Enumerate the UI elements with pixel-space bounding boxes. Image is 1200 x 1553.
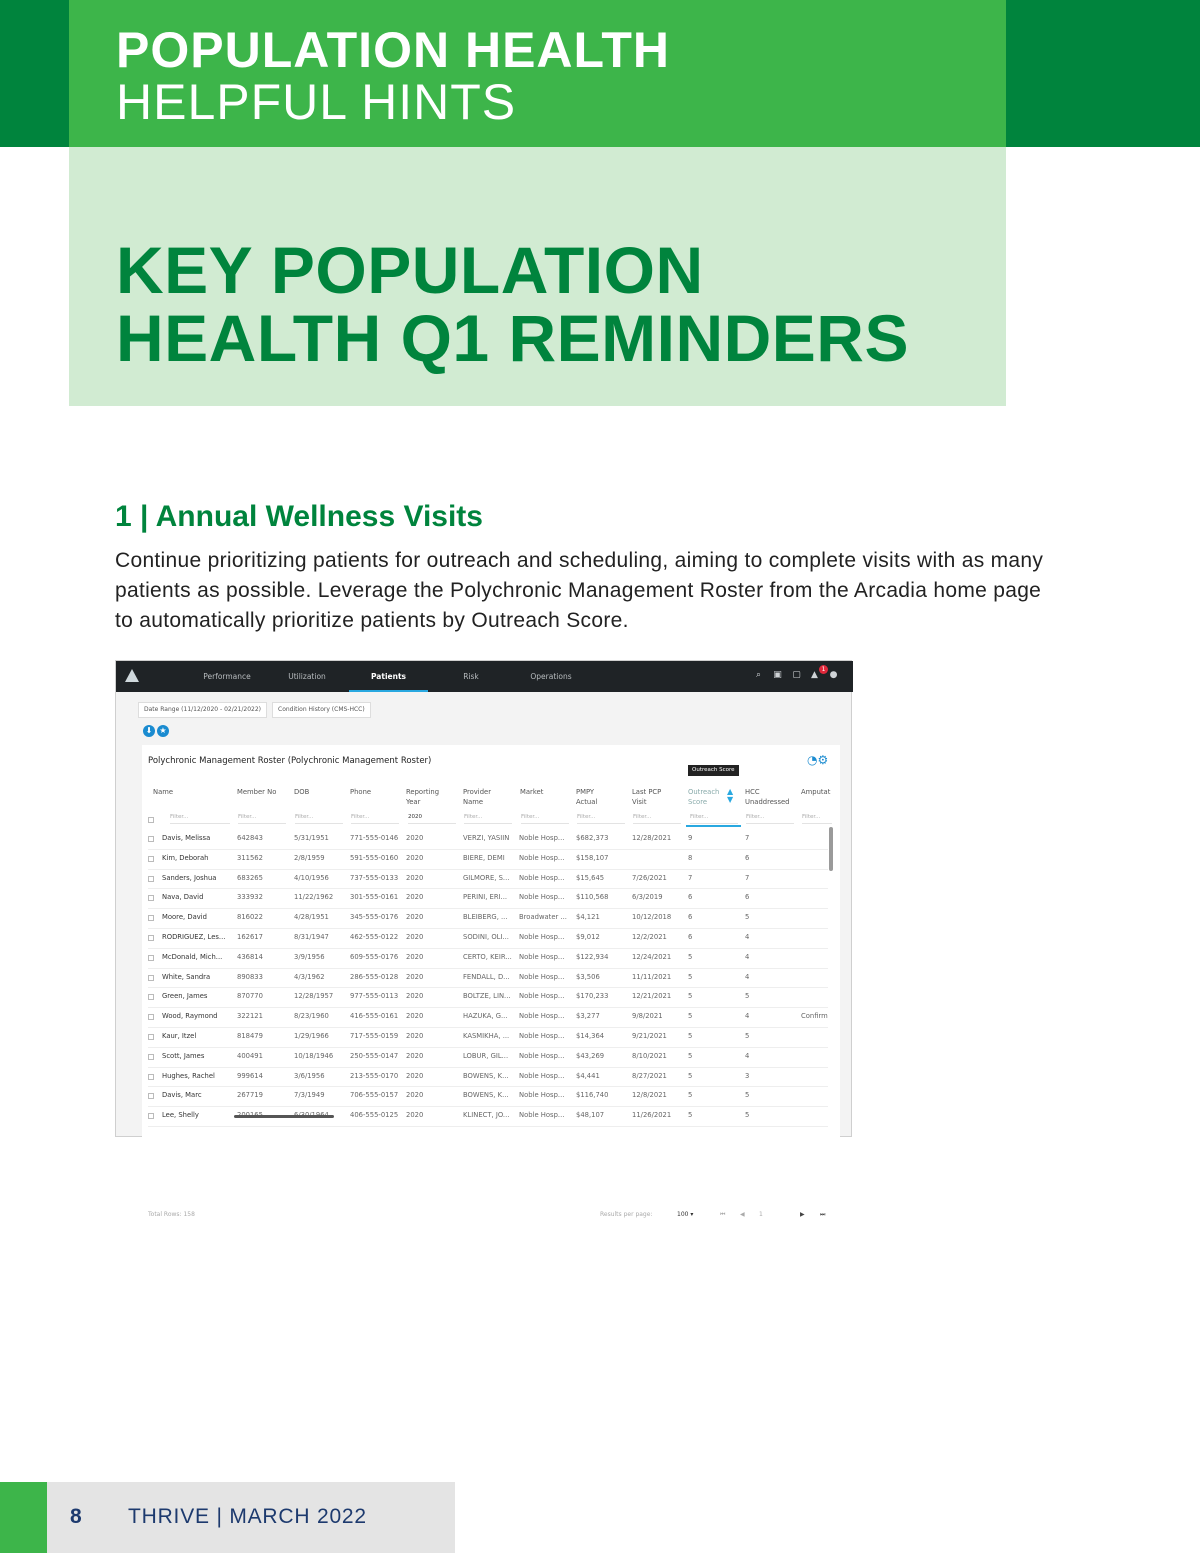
tab-utilization[interactable]: Utilization bbox=[288, 672, 326, 681]
table-cell: $4,441 bbox=[576, 1071, 600, 1080]
table-cell: Noble Hosp... bbox=[519, 1071, 565, 1080]
filter-member-no[interactable]: Filter... bbox=[238, 811, 286, 824]
table-cell: Noble Hosp... bbox=[519, 952, 565, 961]
table-cell: Noble Hosp... bbox=[519, 1032, 565, 1040]
table-cell: Noble Hosp... bbox=[519, 1111, 565, 1120]
table-cell: 8/10/2021 bbox=[632, 1051, 667, 1060]
search-icon[interactable]: ⌕ bbox=[755, 670, 762, 680]
table-cell: 4 bbox=[745, 952, 750, 961]
table-cell: 2020 bbox=[406, 913, 424, 922]
table-cell: 6 bbox=[688, 893, 693, 902]
table-cell: 706-555-0157 bbox=[350, 1091, 399, 1100]
table-cell: Noble Hosp... bbox=[519, 893, 565, 902]
footer-accent bbox=[0, 1482, 47, 1553]
table-cell: 890833 bbox=[237, 972, 263, 981]
table-cell: 6 bbox=[688, 913, 693, 922]
table-cell: 12/24/2021 bbox=[632, 952, 672, 961]
table-cell: 5 bbox=[688, 1051, 693, 1060]
table-cell: 2020 bbox=[406, 992, 424, 1001]
table-cell: 9/8/2021 bbox=[632, 1012, 663, 1021]
table-cell: 8/31/1947 bbox=[294, 933, 329, 941]
table-cell: Scott, James bbox=[162, 1051, 205, 1060]
table-cell: 5 bbox=[688, 972, 693, 981]
table-cell: 9 bbox=[688, 834, 693, 842]
table-cell: $4,121 bbox=[576, 913, 600, 922]
table-cell: 12/2/2021 bbox=[632, 933, 667, 941]
table-cell: $15,645 bbox=[576, 873, 605, 882]
table-cell: 5 bbox=[688, 1071, 693, 1080]
table-cell: 6 bbox=[745, 853, 750, 862]
table-cell: RODRIGUEZ, Les... bbox=[162, 933, 226, 941]
table-cell: 1/29/1966 bbox=[294, 1032, 329, 1040]
table-cell: 5 bbox=[688, 1012, 693, 1021]
table-cell: 591-555-0160 bbox=[350, 853, 399, 862]
tab-performance[interactable]: Performance bbox=[203, 672, 251, 681]
table-cell: Confirm bbox=[801, 1012, 828, 1021]
table-cell: 5 bbox=[688, 1032, 693, 1040]
table-cell: Davis, Melissa bbox=[162, 834, 211, 842]
outreach-score-tooltip: Outreach Score bbox=[688, 765, 739, 776]
table-cell: 3 bbox=[745, 1071, 750, 1080]
table-cell: Noble Hosp... bbox=[519, 1051, 565, 1060]
table-cell: 311562 bbox=[237, 853, 263, 862]
table-cell: 333932 bbox=[237, 893, 263, 902]
table-cell: 4/28/1951 bbox=[294, 913, 329, 922]
table-cell: 4/3/1962 bbox=[294, 972, 325, 981]
table-cell: GILMORE, S... bbox=[463, 873, 510, 882]
table-cell: 2020 bbox=[406, 1091, 424, 1100]
table-cell: PERINI, ERI... bbox=[463, 893, 508, 902]
table-cell: BLEIBERG, ... bbox=[463, 913, 508, 922]
table-cell: 8/27/2021 bbox=[632, 1071, 667, 1080]
table-cell: 11/26/2021 bbox=[632, 1111, 672, 1120]
table-cell: BIERE, DEMI bbox=[463, 853, 505, 862]
table-cell: 2/8/1959 bbox=[294, 853, 325, 862]
table-cell: Noble Hosp... bbox=[519, 873, 565, 882]
table-cell: 462-555-0122 bbox=[350, 933, 399, 941]
table-cell: 4 bbox=[745, 1051, 750, 1060]
table-cell: 737-555-0133 bbox=[350, 873, 399, 882]
table-cell: Noble Hosp... bbox=[519, 834, 565, 842]
table-row[interactable] bbox=[148, 829, 828, 850]
first-page-button[interactable]: ⏮ bbox=[720, 1211, 726, 1218]
table-cell: $43,269 bbox=[576, 1051, 605, 1060]
table-cell: 7 bbox=[688, 873, 693, 882]
table-row[interactable] bbox=[148, 928, 828, 949]
prev-page-button[interactable]: ◀ bbox=[740, 1211, 745, 1218]
table-cell: 818479 bbox=[237, 1032, 263, 1040]
filter-amputat[interactable]: Filter... bbox=[802, 811, 832, 824]
table-cell: 8 bbox=[688, 853, 693, 862]
table-cell: 7 bbox=[745, 834, 750, 842]
row-checkbox[interactable] bbox=[148, 994, 154, 1000]
table-cell: 4 bbox=[745, 1012, 750, 1021]
table-cell: $116,740 bbox=[576, 1091, 609, 1100]
table-cell: $682,373 bbox=[576, 834, 609, 842]
col-dob[interactable]: DOB bbox=[294, 788, 310, 796]
table-cell: $158,107 bbox=[576, 853, 609, 862]
table-cell: 4 bbox=[745, 972, 750, 981]
table-cell: 3/9/1956 bbox=[294, 952, 325, 961]
col-pmpy-actual[interactable]: PMPY Actual bbox=[576, 788, 598, 806]
sorted-column-indicator bbox=[686, 825, 741, 827]
vertical-scrollbar[interactable] bbox=[829, 827, 833, 871]
table-row[interactable] bbox=[148, 1086, 828, 1107]
table-cell: 2020 bbox=[406, 1012, 424, 1021]
table-cell: 406-555-0125 bbox=[350, 1111, 399, 1120]
filter-outreach[interactable]: Filter... bbox=[690, 811, 738, 824]
table-cell: Noble Hosp... bbox=[519, 1091, 565, 1100]
table-cell: 2020 bbox=[406, 1032, 424, 1040]
table-cell: 10/18/1946 bbox=[294, 1051, 334, 1060]
table-cell: Noble Hosp... bbox=[519, 972, 565, 981]
table-cell: Moore, David bbox=[162, 913, 207, 922]
table-cell: 301-555-0161 bbox=[350, 893, 399, 902]
row-checkbox[interactable] bbox=[148, 1074, 154, 1080]
last-page-button[interactable]: ⏭ bbox=[820, 1211, 826, 1218]
table-cell: 5 bbox=[745, 913, 750, 922]
calendar-icon[interactable]: ▢ bbox=[792, 670, 801, 680]
table-cell: 345-555-0176 bbox=[350, 913, 399, 922]
table-cell: 7 bbox=[745, 873, 750, 882]
table-cell: SODINI, OLI... bbox=[463, 933, 509, 941]
table-cell: Broadwater ... bbox=[519, 913, 567, 922]
chart-settings-icon[interactable]: ◔⚙ bbox=[807, 753, 829, 767]
table-cell: 2020 bbox=[406, 893, 424, 902]
results-per-page-select[interactable]: 100 ▾ bbox=[677, 1211, 694, 1218]
table-cell: BOWENS, K... bbox=[463, 1071, 509, 1080]
table-cell: 436814 bbox=[237, 952, 263, 961]
row-checkbox[interactable] bbox=[148, 955, 154, 961]
table-cell: $170,233 bbox=[576, 992, 609, 1001]
tab-risk[interactable]: Risk bbox=[463, 672, 479, 681]
table-row[interactable] bbox=[148, 1047, 828, 1068]
col-member-no[interactable]: Member No bbox=[237, 788, 277, 796]
table-cell: 6/3/2019 bbox=[632, 893, 663, 902]
table-cell: 322121 bbox=[237, 1012, 263, 1021]
table-cell: Sanders, Joshua bbox=[162, 873, 217, 882]
table-cell: 11/22/1962 bbox=[294, 893, 334, 902]
table-cell: 5 bbox=[688, 992, 693, 1001]
table-cell: Hughes, Rachel bbox=[162, 1071, 215, 1080]
row-checkbox[interactable] bbox=[148, 1034, 154, 1040]
col-phone[interactable]: Phone bbox=[350, 788, 372, 796]
table-cell: 5 bbox=[745, 1032, 750, 1040]
table-cell: 286-555-0128 bbox=[350, 972, 399, 981]
table-cell: 2020 bbox=[406, 972, 424, 981]
table-cell: 5 bbox=[688, 1111, 693, 1120]
table-cell: 2020 bbox=[406, 873, 424, 882]
table-cell: Noble Hosp... bbox=[519, 933, 565, 941]
notification-badge: 1 bbox=[819, 665, 828, 674]
row-checkbox[interactable] bbox=[148, 1093, 154, 1099]
hero-title-line1: KEY POPULATION bbox=[116, 233, 704, 307]
table-cell: 3/6/1956 bbox=[294, 1071, 325, 1080]
filter-dob[interactable]: Filter... bbox=[295, 811, 343, 824]
table-cell: 12/8/2021 bbox=[632, 1091, 667, 1100]
table-row[interactable] bbox=[148, 869, 828, 890]
header-subtitle: HELPFUL HINTS bbox=[116, 74, 517, 130]
filter-last-pcp[interactable]: Filter... bbox=[633, 811, 681, 824]
row-checkbox[interactable] bbox=[148, 895, 154, 901]
table-cell: $3,506 bbox=[576, 972, 600, 981]
horizontal-scrollbar[interactable] bbox=[234, 1115, 334, 1118]
results-per-page-label: Results per page: bbox=[600, 1211, 653, 1218]
row-checkbox[interactable] bbox=[148, 856, 154, 862]
table-cell: 8/23/1960 bbox=[294, 1012, 329, 1021]
row-checkbox[interactable] bbox=[148, 975, 154, 981]
filter-phone[interactable]: Filter... bbox=[351, 811, 399, 824]
row-checkbox[interactable] bbox=[148, 1113, 154, 1119]
roster-panel bbox=[142, 745, 840, 1218]
table-cell: Nava, David bbox=[162, 893, 204, 902]
table-cell: 4/10/1956 bbox=[294, 873, 329, 882]
table-row[interactable] bbox=[148, 1007, 828, 1028]
table-cell: Wood, Raymond bbox=[162, 1012, 218, 1021]
top-nav bbox=[116, 661, 853, 692]
table-cell: 977-555-0113 bbox=[350, 992, 399, 1001]
col-name[interactable]: Name bbox=[153, 788, 174, 796]
table-cell: 5 bbox=[745, 1111, 750, 1120]
table-cell: Kim, Deborah bbox=[162, 853, 209, 862]
filter-pmpy[interactable]: Filter... bbox=[577, 811, 625, 824]
table-cell: 999614 bbox=[237, 1071, 263, 1080]
table-row[interactable] bbox=[148, 968, 828, 989]
table-cell: 9/21/2021 bbox=[632, 1032, 667, 1040]
user-avatar-icon[interactable]: ● bbox=[829, 670, 838, 680]
table-row[interactable] bbox=[148, 888, 828, 909]
table-cell: 267719 bbox=[237, 1091, 263, 1100]
download-icon[interactable]: ⬇ bbox=[143, 725, 155, 737]
table-cell: BOWENS, K... bbox=[463, 1091, 509, 1100]
table-cell: 2020 bbox=[406, 1071, 424, 1080]
table-cell: 7/26/2021 bbox=[632, 873, 667, 882]
row-checkbox[interactable] bbox=[148, 1014, 154, 1020]
row-checkbox[interactable] bbox=[148, 935, 154, 941]
table-cell: 12/21/2021 bbox=[632, 992, 672, 1001]
footer-publication: THRIVE | MARCH 2022 bbox=[128, 1505, 367, 1528]
filter-reporting-year[interactable]: 2020 bbox=[408, 811, 456, 824]
date-range-filter[interactable]: Date Range (11/12/2020 - 02/21/2022) bbox=[138, 702, 267, 718]
hero-title-line2: HEALTH Q1 REMINDERS bbox=[116, 301, 909, 375]
table-cell: LOBUR, GIL... bbox=[463, 1051, 509, 1060]
table-cell: 2020 bbox=[406, 1051, 424, 1060]
table-cell: 5/31/1951 bbox=[294, 834, 329, 842]
col-outreach-score[interactable]: Outreach Score bbox=[688, 788, 720, 806]
table-cell: FENDALL, D... bbox=[463, 972, 510, 981]
bell-icon[interactable]: ▲ bbox=[811, 670, 818, 680]
table-cell: 2020 bbox=[406, 853, 424, 862]
col-amputat[interactable]: Amputat bbox=[801, 788, 831, 796]
row-checkbox[interactable] bbox=[148, 836, 154, 842]
app-screenshot bbox=[115, 660, 852, 1218]
table-cell: 683265 bbox=[237, 873, 263, 882]
next-page-button[interactable]: ▶ bbox=[800, 1211, 805, 1218]
table-cell: 5 bbox=[745, 1091, 750, 1100]
table-cell: White, Sandra bbox=[162, 972, 211, 981]
table-cell: 10/12/2018 bbox=[632, 913, 672, 922]
table-row[interactable] bbox=[148, 987, 828, 1008]
row-checkbox[interactable] bbox=[148, 876, 154, 882]
table-cell: 5 bbox=[688, 1091, 693, 1100]
table-cell: 2020 bbox=[406, 1111, 424, 1120]
table-cell: 5 bbox=[745, 992, 750, 1001]
row-checkbox[interactable] bbox=[148, 915, 154, 921]
arcadia-logo-icon bbox=[125, 669, 139, 682]
col-market[interactable]: Market bbox=[520, 788, 544, 796]
tab-operations[interactable]: Operations bbox=[530, 672, 572, 681]
filter-hcc[interactable]: Filter... bbox=[746, 811, 794, 824]
table-cell: CERTO, KEIR... bbox=[463, 952, 512, 961]
table-cell: Davis, Marc bbox=[162, 1091, 202, 1100]
header-title: POPULATION HEALTH bbox=[116, 22, 671, 78]
clipboard-icon[interactable]: ▣ bbox=[773, 670, 782, 680]
table-cell: Lee, Shelly bbox=[162, 1111, 199, 1120]
table-cell: $14,364 bbox=[576, 1032, 605, 1040]
table-cell: 6 bbox=[688, 933, 693, 941]
filter-name[interactable]: Filter... bbox=[170, 811, 230, 824]
table-cell: VERZI, YASIIN bbox=[463, 834, 510, 842]
table-row[interactable] bbox=[148, 1067, 828, 1088]
table-cell: 12/28/2021 bbox=[632, 834, 672, 842]
table-cell: 870770 bbox=[237, 992, 263, 1001]
filter-market[interactable]: Filter... bbox=[521, 811, 569, 824]
table-cell: BOLTZE, LIN... bbox=[463, 992, 511, 1001]
table-cell: KASMIKHA, ... bbox=[463, 1032, 510, 1040]
table-cell: 4 bbox=[745, 933, 750, 941]
table-cell: 162617 bbox=[237, 933, 263, 941]
table-cell: 609-555-0176 bbox=[350, 952, 399, 961]
table-cell: McDonald, Mich... bbox=[162, 952, 223, 961]
table-cell: 213-555-0170 bbox=[350, 1071, 399, 1080]
table-cell: 5 bbox=[688, 952, 693, 961]
favorite-icon[interactable]: ★ bbox=[157, 725, 169, 737]
table-cell: 7/3/1949 bbox=[294, 1091, 325, 1100]
col-reporting-year[interactable]: Reporting Year bbox=[406, 788, 440, 806]
table-cell: Noble Hosp... bbox=[519, 853, 565, 862]
col-hcc-unaddressed[interactable]: HCC Unaddressed bbox=[745, 788, 790, 806]
page-number[interactable]: 1 bbox=[759, 1211, 763, 1218]
table-cell: 416-555-0161 bbox=[350, 1012, 399, 1021]
table-row[interactable] bbox=[148, 948, 828, 969]
col-last-pcp-visit[interactable]: Last PCP Visit bbox=[632, 788, 662, 806]
table-cell: 717-555-0159 bbox=[350, 1032, 399, 1040]
sort-arrow-icon[interactable]: ▲ ▼ bbox=[727, 787, 734, 804]
hero-title bbox=[116, 233, 909, 375]
table-cell: 2020 bbox=[406, 952, 424, 961]
table-cell: 771-555-0146 bbox=[350, 834, 399, 842]
table-row[interactable] bbox=[148, 849, 828, 870]
table-cell: Green, James bbox=[162, 992, 208, 1001]
section-heading: 1 | Annual Wellness Visits bbox=[115, 500, 483, 533]
table-cell: $48,107 bbox=[576, 1111, 605, 1120]
table-cell: $122,934 bbox=[576, 952, 609, 961]
col-provider-name[interactable]: Provider Name bbox=[463, 788, 491, 806]
row-checkbox[interactable] bbox=[148, 1054, 154, 1060]
table-cell: 250-555-0147 bbox=[350, 1051, 399, 1060]
table-cell: 12/28/1957 bbox=[294, 992, 334, 1001]
table-cell: Noble Hosp... bbox=[519, 1012, 565, 1021]
table-row[interactable] bbox=[148, 908, 828, 929]
table-cell: $9,012 bbox=[576, 933, 600, 941]
roster-title: Polychronic Management Roster (Polychronic Management Roster) bbox=[148, 756, 432, 766]
table-cell: $3,277 bbox=[576, 1012, 600, 1021]
table-cell: 2020 bbox=[406, 834, 424, 842]
table-cell: 642843 bbox=[237, 834, 263, 842]
table-cell: Kaur, Itzel bbox=[162, 1032, 197, 1040]
tab-patients[interactable]: Patients bbox=[349, 661, 428, 692]
table-cell: HAZUKA, G... bbox=[463, 1012, 508, 1021]
table-cell: 2020 bbox=[406, 933, 424, 941]
table-cell: KLINECT, JO... bbox=[463, 1111, 510, 1120]
filter-provider[interactable]: Filter... bbox=[464, 811, 512, 824]
section-body: Continue prioritizing patients for outreach and scheduling, aiming to complete visits with as many patients as possible. Leverage the Polychronic Management Roster from the Arcadia home page to automatically prioritize patients by Outreach Score. bbox=[115, 549, 1044, 632]
table-cell: 400491 bbox=[237, 1051, 263, 1060]
table-cell: 11/11/2021 bbox=[632, 972, 672, 981]
table-cell: $110,568 bbox=[576, 893, 609, 902]
condition-history-filter[interactable]: Condition History (CMS-HCC) bbox=[272, 702, 371, 718]
select-all-checkbox[interactable] bbox=[148, 817, 154, 823]
table-row[interactable] bbox=[148, 1027, 828, 1048]
table-cell: Noble Hosp... bbox=[519, 992, 565, 1001]
table-cell: 816022 bbox=[237, 913, 263, 922]
page-number: 8 bbox=[70, 1505, 82, 1528]
total-rows: Total Rows: 158 bbox=[148, 1211, 195, 1218]
table-cell: 6 bbox=[745, 893, 750, 902]
